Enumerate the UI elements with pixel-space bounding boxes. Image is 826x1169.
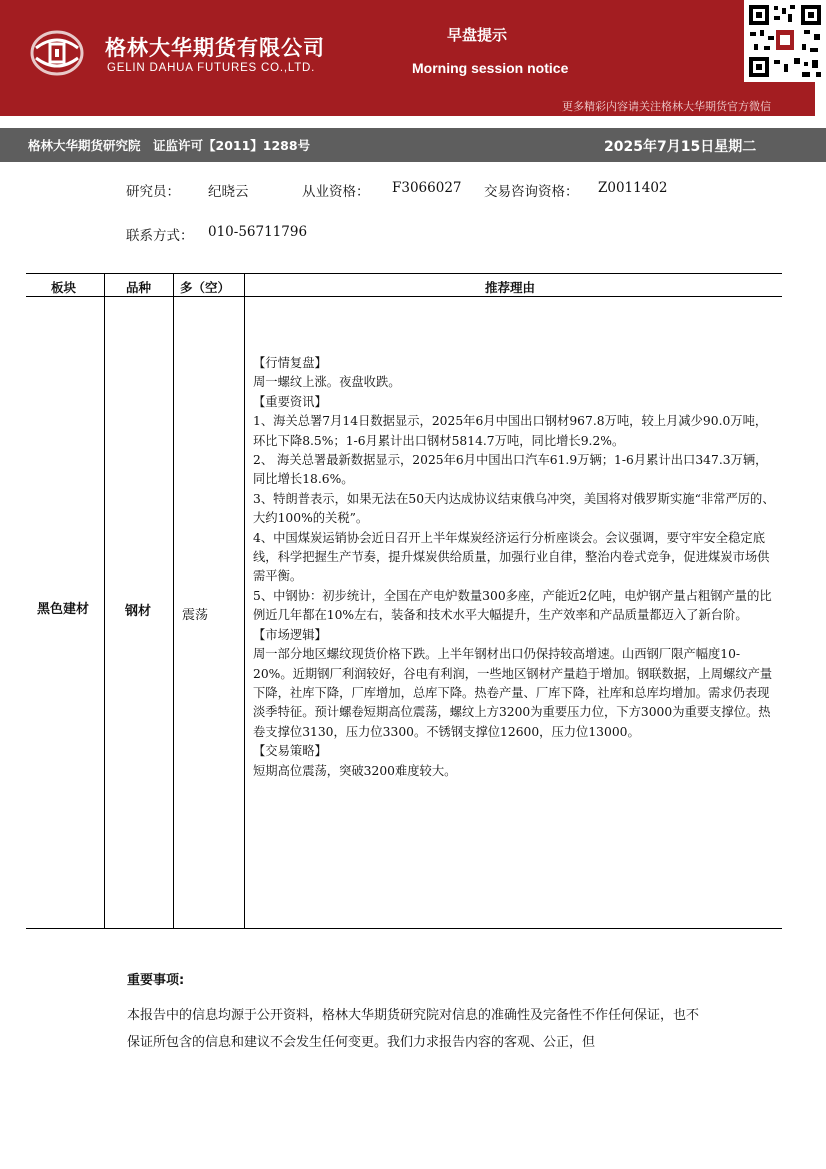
advisory-id: Z0011402 bbox=[598, 180, 668, 196]
table-col-divider bbox=[244, 273, 245, 929]
table-header-divider bbox=[26, 296, 782, 297]
researcher-label: 研究员： bbox=[126, 184, 180, 200]
reason-paragraph: 2、 海关总署最新数据显示，2025年6月中国出口汽车61.9万辆；1-6月累计出口347.3万辆，同比增长18.6%。 bbox=[253, 453, 768, 487]
qr-code-icon bbox=[744, 0, 826, 82]
cell-sector: 黑色建材 bbox=[37, 602, 90, 617]
header-direction: 多（空） bbox=[180, 280, 231, 295]
reason-heading-review: 【行情复盘】 bbox=[253, 356, 327, 370]
reason-paragraph: 4、中国煤炭运销协会近日召开上半年煤炭经济运行分析座谈会。会议强调，要守牢安全稳定底线，科学把握生产节奏，提升煤炭供给质量，加强行业自律，整治内卷式竞争，促进煤炭市场供需平衡。 bbox=[253, 530, 770, 584]
table-col-divider bbox=[173, 273, 174, 929]
report-title-cn: 早盘提示 bbox=[447, 26, 508, 44]
reason-heading-news: 【重要资讯】 bbox=[253, 394, 327, 409]
reason-paragraph: 短期高位震荡，突破3200难度较大。 bbox=[253, 763, 457, 778]
contact-label: 联系方式： bbox=[126, 228, 194, 244]
notice-body: 本报告中的信息均源于公开资料，格林大华期货研究院对信息的准确性及完备性不作任何保证，也不保证所包含的信息和建议不会发生任何变更。我们力求报告内容的客观、公正，但 bbox=[127, 1008, 700, 1050]
report-title-en: Morning session notice bbox=[412, 60, 569, 76]
reason-heading-logic: 【市场逻辑】 bbox=[253, 627, 327, 642]
reason-paragraph: 5、中钢协：初步统计，全国在产电炉数量300多座，产能近2亿吨，电炉钢产量占粗钢产量的比例近几年都在10%左右，装备和技术水平大幅提升，生产效率和产品质量都迈入了新台阶。 bbox=[253, 588, 772, 623]
table-col-divider bbox=[104, 273, 105, 929]
advisory-label: 交易咨询资格： bbox=[484, 184, 579, 200]
institute-license: 格林大华期货研究院 证监许可【2011】1288号 bbox=[28, 138, 311, 153]
reason-paragraph: 3、特朗普表示，如果无法在50天内达成协议结束俄乌冲突，美国将对俄罗斯实施“非常严厉的、大约100%的关税”。 bbox=[253, 491, 775, 526]
notice-title: 重要事项: bbox=[127, 973, 185, 988]
cell-reason bbox=[253, 354, 775, 781]
table-top-border bbox=[26, 273, 782, 274]
header-reason: 推荐理由 bbox=[485, 280, 536, 295]
qualification-label: 从业资格： bbox=[302, 184, 370, 200]
cell-direction: 震荡 bbox=[182, 608, 209, 623]
company-name-en: GELIN DAHUA FUTURES CO.,LTD. bbox=[107, 62, 316, 74]
header-sector: 板块 bbox=[51, 280, 77, 295]
cell-product: 钢材 bbox=[125, 604, 152, 619]
reason-heading-strategy: 【交易策略】 bbox=[253, 744, 327, 759]
contact-phone: 010-56711796 bbox=[208, 224, 308, 240]
report-date: 2025年7月15日星期二 bbox=[604, 139, 757, 155]
header-product: 品种 bbox=[126, 280, 152, 295]
company-logo-icon bbox=[30, 28, 84, 78]
researcher-name: 纪晓云 bbox=[208, 184, 249, 200]
reason-paragraph: 1、海关总署7月14日数据显示，2025年6月中国出口钢材967.8万吨，较上月减少90.0万吨，环比下降8.5%；1-6月累计出口钢材5814.7万吨，同比增长9.2%。 bbox=[253, 414, 768, 448]
qualification-id: F3066027 bbox=[392, 180, 462, 196]
reason-paragraph: 周一螺纹上涨。夜盘收跌。 bbox=[253, 375, 401, 390]
table-bottom-border bbox=[26, 928, 782, 929]
reason-paragraph: 周一部分地区螺纹现货价格下跌。上半年钢材出口仍保持较高增速。山西钢厂限产幅度10-20%。近期钢厂利润较好，谷电有利润，一些地区钢材产量趋于增加。钢联数据，上周螺纹产量下降，社库下降，厂库增加，总库下降。热卷产量、厂库下降，社库和总库均增加。需求仍表现淡季特征。预计螺卷短期高位震荡，螺纹上方3200为重要压力位，下方3000为重要支撑位。热卷支撑位3130，压力位3300。不锈钢支撑位12600，压力位13000。 bbox=[253, 647, 773, 739]
company-name-cn: 格林大华期货有限公司 bbox=[105, 36, 325, 60]
qr-caption: 更多精彩内容请关注格林大华期货官方微信 bbox=[562, 100, 771, 113]
